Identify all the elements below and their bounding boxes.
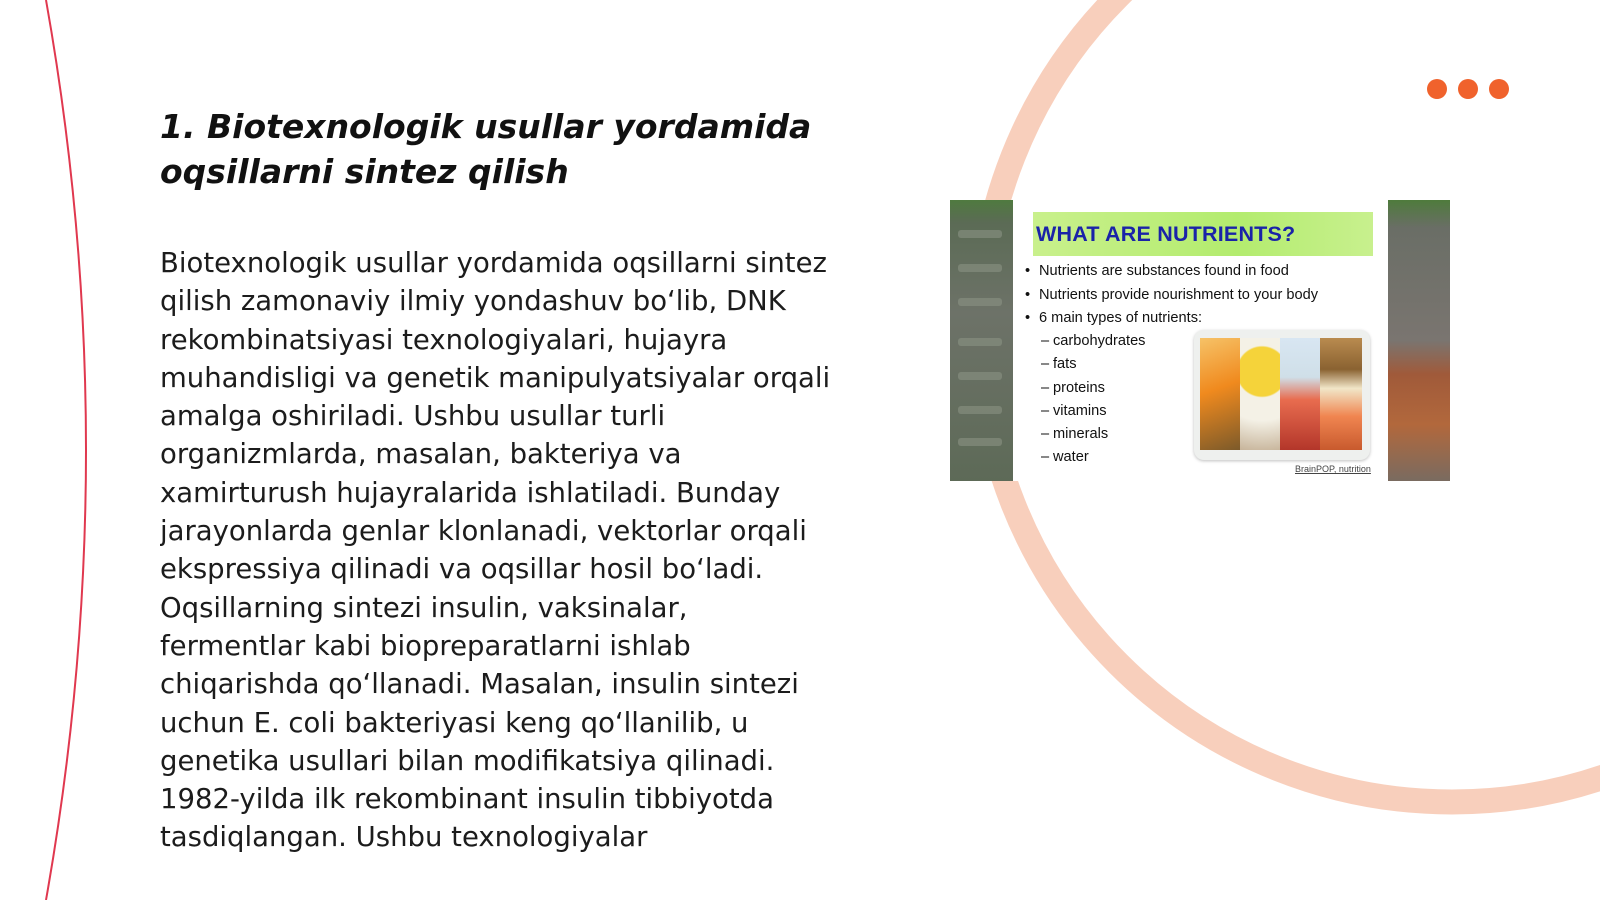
bullet-item: • Nutrients are substances found in food bbox=[1025, 260, 1318, 284]
bullet-item: • Nutrients provide nourishment to your body bbox=[1025, 284, 1318, 308]
nutrient-type-item: – fats bbox=[1041, 353, 1145, 376]
image-credit: BrainPOP, nutrition bbox=[1295, 464, 1371, 474]
nutrient-type-item: – water bbox=[1041, 446, 1145, 469]
bullet-list bbox=[1025, 260, 1318, 331]
slide-body-text: Biotexnologik usullar yordamida oqsillarni sintez qilish zamonaviy ilmiy yondashuv bo‘lib, DNK rekombinatsiyasi texnologiyalari, hujayra muhandisligi va genetik manipulyatsiyalar orqali amalga oshiriladi. Ushbu usullar turli organizmlarda, masalan, bakteriya va xamirturush hujayralarida ishlatiladi. Bunday jarayonlarda genlar klonlanadi, vektorlar orqali ekspressiya qilinadi va oqsillar hosil bo‘ladi. Oqsillarning sintezi insulin, vaksinalar, fermentlar kabi biopreparatlarni ishlab chiqarishda qo‘llanadi. Masalan, insulin sintezi uchun E. coli bakteriyasi keng qo‘llanilib, u genetika usullari bilan modifikatsiya qilinadi. 1982-yilda ilk rekombinant insulin tibbiyotda tasdiqlangan. Ushbu texnologiyalar bbox=[160, 247, 831, 854]
image-right-strip bbox=[1388, 200, 1450, 481]
nutrient-types-list bbox=[1041, 330, 1145, 470]
left-red-curve bbox=[46, 0, 86, 900]
nutrients-slide-image bbox=[950, 200, 1450, 481]
dot-icon bbox=[1489, 79, 1509, 99]
nutrient-type-item: – carbohydrates bbox=[1041, 330, 1145, 353]
food-photo-collage bbox=[1194, 330, 1370, 460]
dot-icon bbox=[1427, 79, 1447, 99]
nuts-salmon-photo bbox=[1320, 338, 1362, 450]
image-left-strip bbox=[950, 200, 1013, 481]
nutrient-type-item: – vitamins bbox=[1041, 400, 1145, 423]
orange-photo bbox=[1200, 338, 1240, 450]
slide-title: 1. Biotexnologik usullar yordamida oqsillarni sintez qilish bbox=[160, 107, 812, 191]
nutrient-type-item: – proteins bbox=[1041, 377, 1145, 400]
grapefruit-photo bbox=[1280, 338, 1320, 450]
bullet-item: • 6 main types of nutrients: bbox=[1025, 307, 1318, 331]
three-dots-icon bbox=[1427, 79, 1509, 99]
egg-photo bbox=[1240, 338, 1280, 450]
nutrient-type-item: – minerals bbox=[1041, 423, 1145, 446]
image-heading: WHAT ARE NUTRIENTS? bbox=[1036, 222, 1296, 246]
dot-icon bbox=[1458, 79, 1478, 99]
